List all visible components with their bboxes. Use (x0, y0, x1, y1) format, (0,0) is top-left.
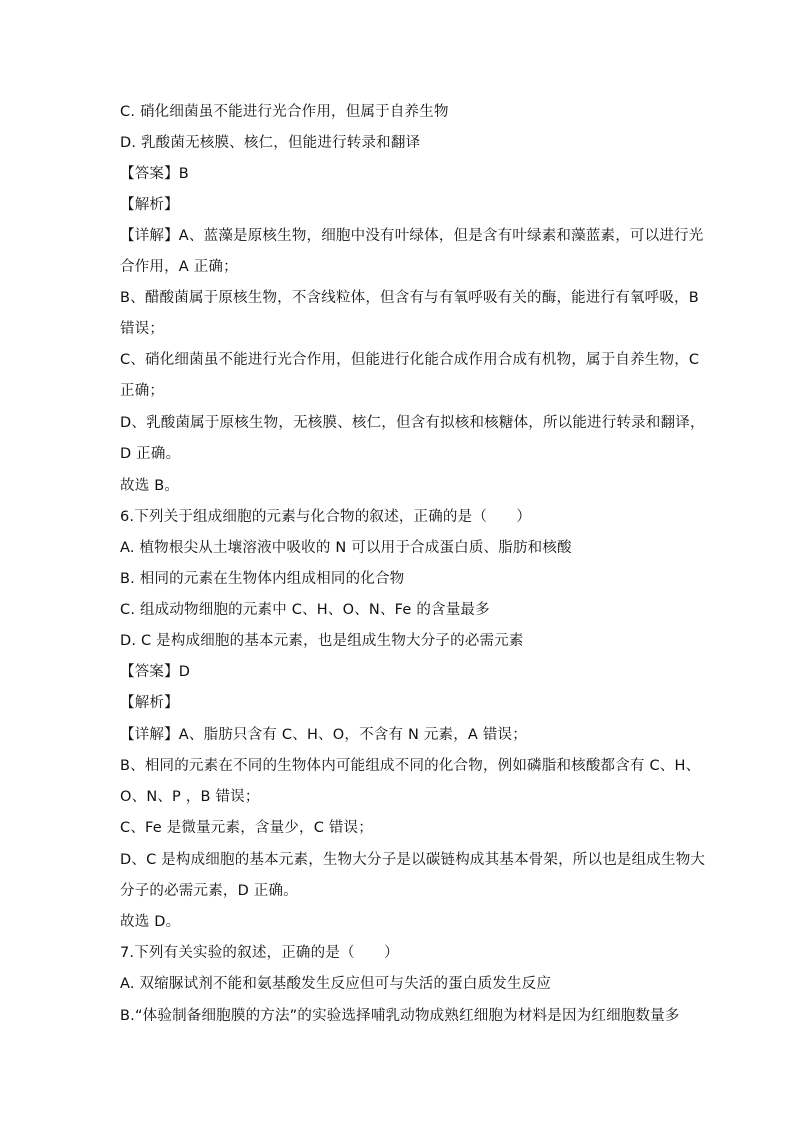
analysis-label: 【解析】 (120, 695, 179, 711)
text-line: C、硝化细菌虽不能进行光合作用，但能进行化能合成作用合成有机物，属于自养生物，C (120, 352, 700, 368)
text-line: D、乳酸菌属于原核生物，无核膜、核仁，但含有拟核和核糖体，所以能进行转录和翻译， (120, 415, 705, 431)
text-line: 分子的必需元素，D 正确。 (120, 883, 298, 899)
text-line: B、相同的元素在不同的生物体内可能组成不同的化合物，例如磷脂和核酸都含有 C、H、 (120, 758, 701, 774)
analysis-label: 【解析】 (120, 197, 179, 213)
text-line: 故选 B。 (120, 478, 180, 494)
text-line: O、N、P ，B 错误； (120, 789, 260, 805)
text-line: D 正确。 (120, 446, 181, 462)
text-line: B、醋酸菌属于原核生物，不含线粒体，但含有与有氧呼吸有关的酶，能进行有氧呼吸，B (120, 290, 699, 306)
text-line: 正确； (120, 383, 165, 399)
question-6-option-c: C. 组成动物细胞的元素中 C、H、O、N、Fe 的含量最多 (120, 602, 490, 618)
text-line: 故选 D。 (120, 914, 181, 930)
text-line: D. 乳酸菌无核膜、核仁，但能进行转录和翻译 (120, 135, 421, 151)
question-7-option-b: B.“体验制备细胞膜的方法”的实验选择哺乳动物成熟红细胞为材料是因为红细胞数量多 (120, 1008, 680, 1024)
text-line: D、C 是构成细胞的基本元素，生物大分子是以碳链构成其基本骨架，所以也是组成生物大 (120, 852, 706, 868)
question-6-option-a: A. 植物根尖从土壤溶液中吸收的 N 可以用于合成蛋白质、脂肪和核酸 (120, 540, 572, 556)
text-line: 【详解】A、蓝藻是原核生物，细胞中没有叶绿体，但是含有叶绿素和藻蓝素，可以进行光 (120, 228, 704, 244)
question-6-stem: 6.下列关于组成细胞的元素与化合物的叙述，正确的是（ ） (120, 509, 532, 525)
text-line: C. 硝化细菌虽不能进行光合作用，但属于自养生物 (120, 104, 449, 120)
answer-label: 【答案】D (120, 664, 191, 680)
question-7-stem: 7.下列有关实验的叙述，正确的是（ ） (120, 945, 399, 961)
question-7-option-a: A. 双缩脲试剂不能和氨基酸发生反应但可与失活的蛋白质发生反应 (120, 976, 552, 992)
text-line: 合作用，A 正确； (120, 259, 238, 275)
question-6-option-b: B. 相同的元素在生物体内组成相同的化合物 (120, 571, 405, 587)
text-line: 【详解】A、脂肪只含有 C、H、O，不含有 N 元素，A 错误； (120, 727, 527, 743)
text-line: 错误； (120, 321, 165, 337)
text-line: C、Fe 是微量元素，含量少，C 错误； (120, 820, 373, 836)
question-6-option-d: D. C 是构成细胞的基本元素，也是组成生物大分子的必需元素 (120, 633, 524, 649)
answer-label: 【答案】B (120, 166, 189, 182)
